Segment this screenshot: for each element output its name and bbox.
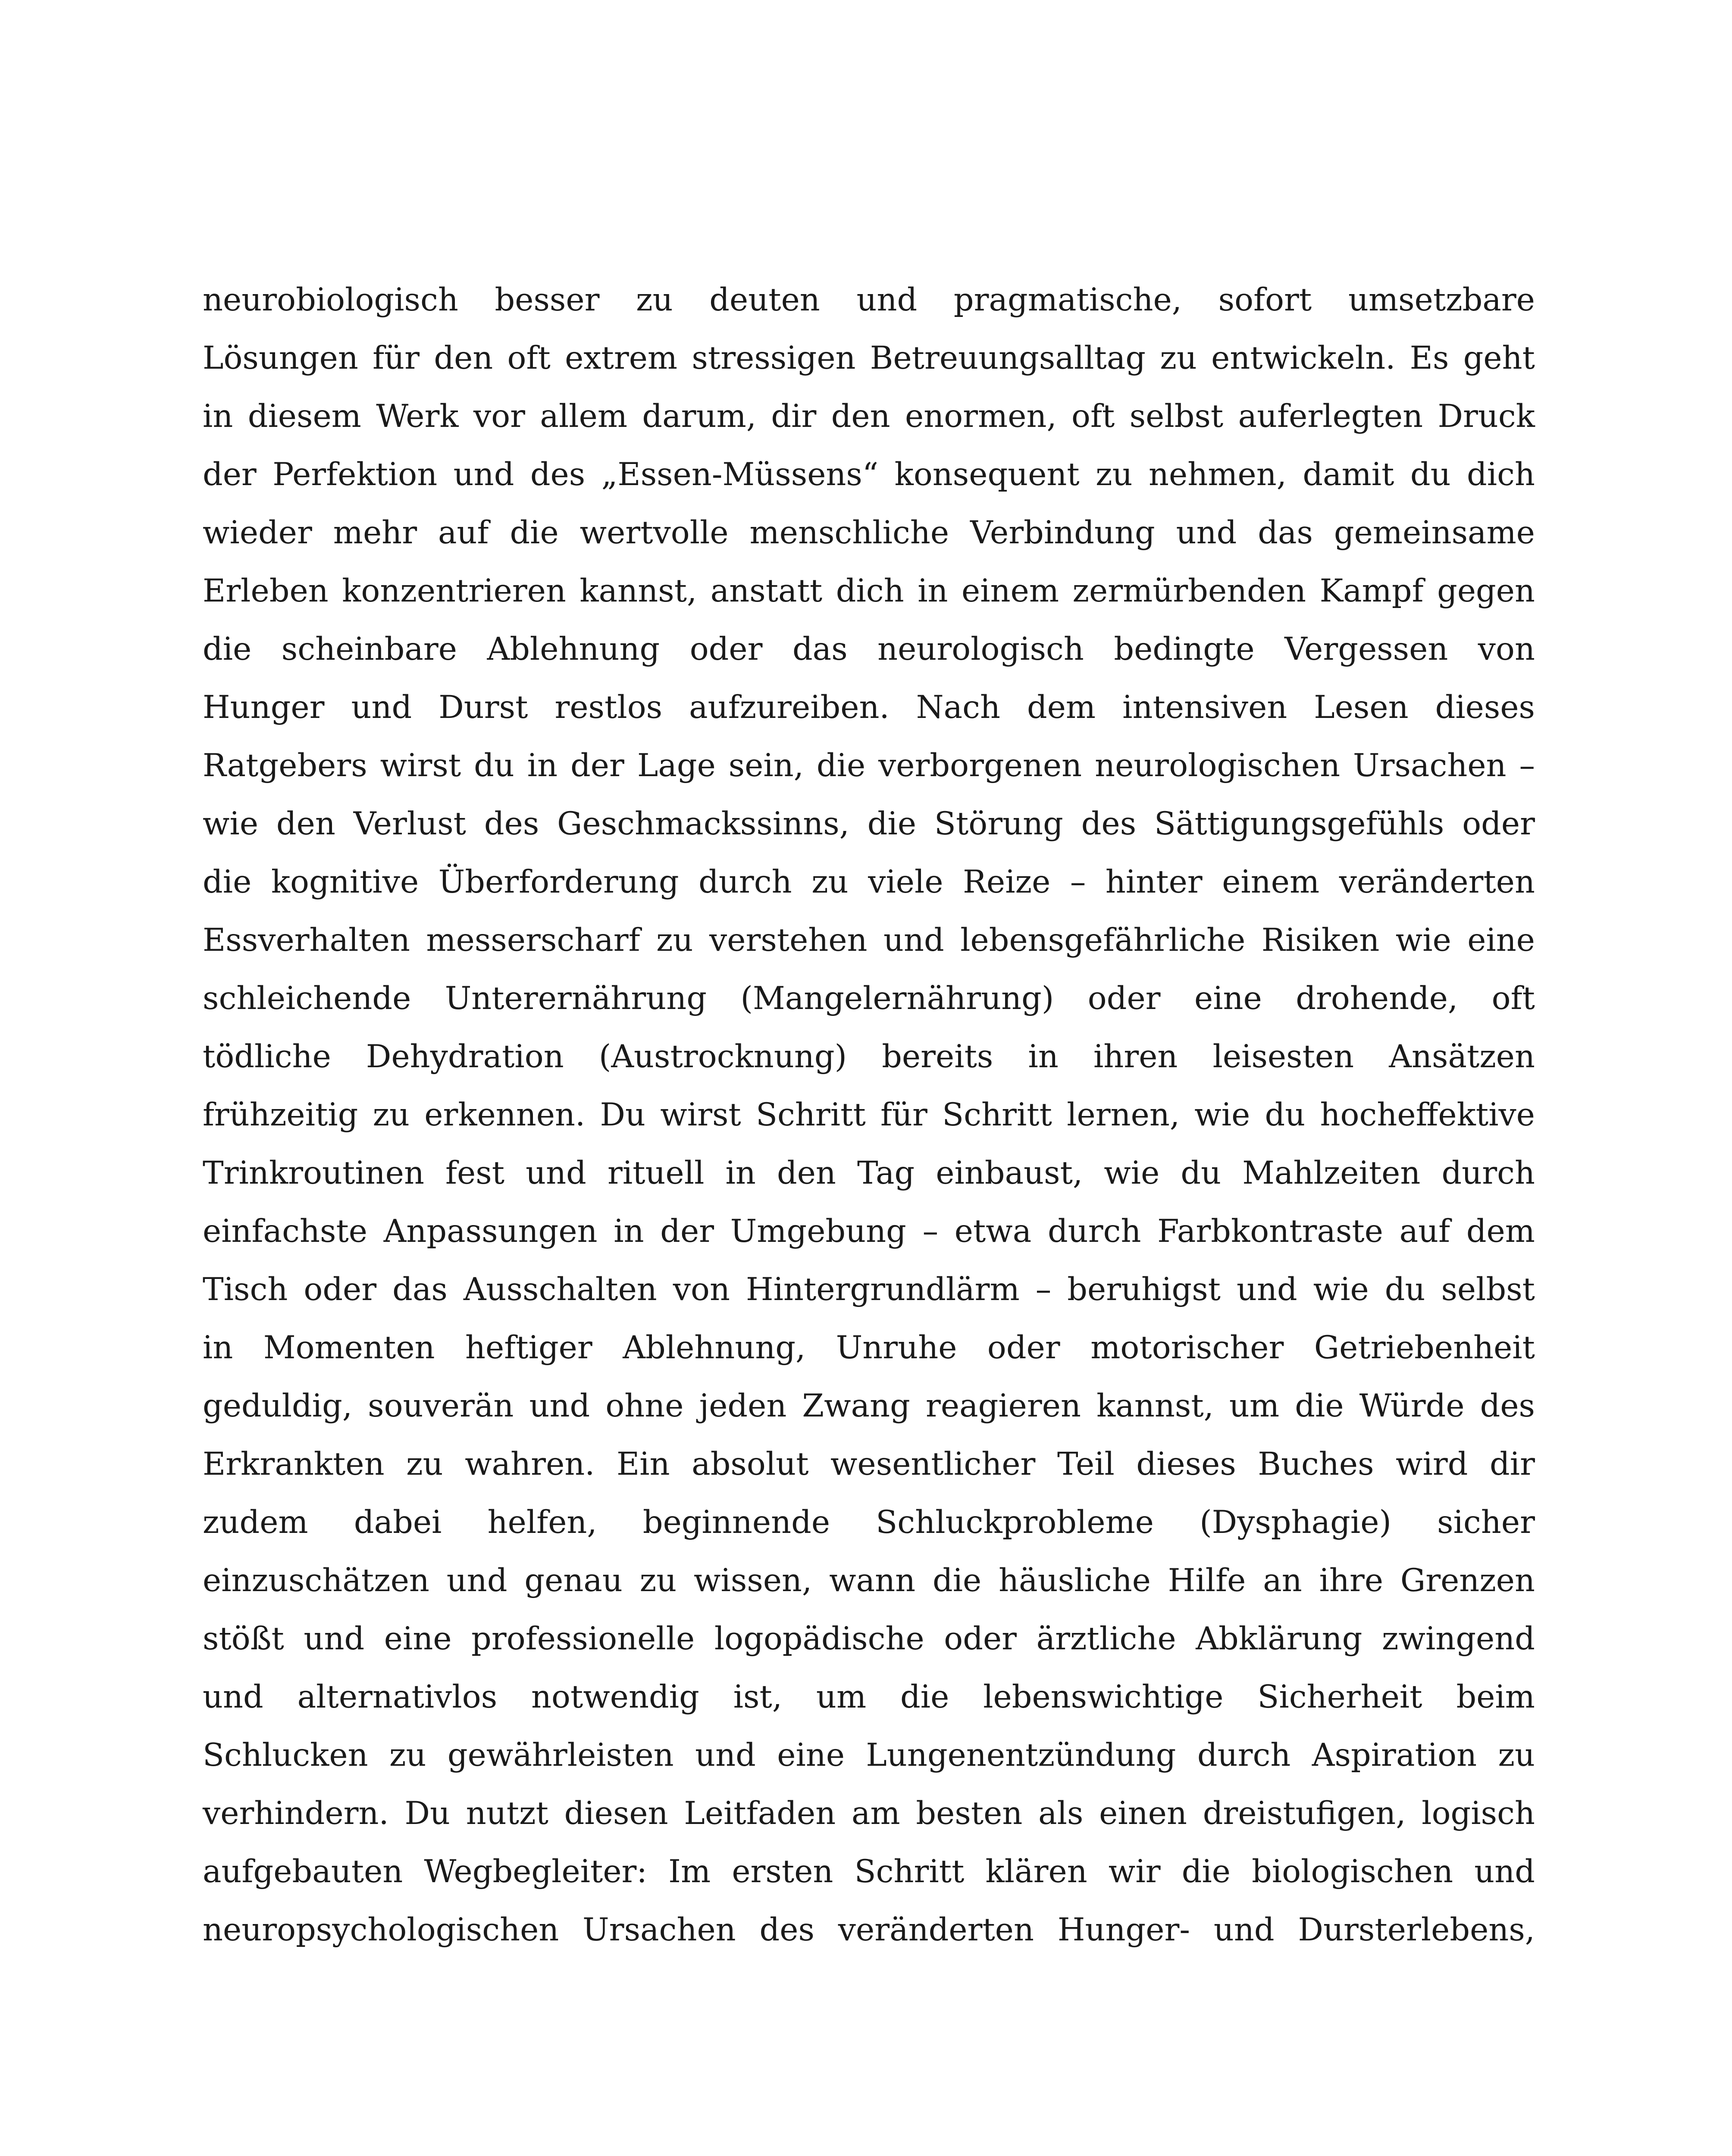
text-line: und alternativlos notwendig ist, um die lebenswichtige Sicherheit beim xyxy=(203,1679,1535,1715)
text-line: die scheinbare Ablehnung oder das neurologisch bedingte Vergessen von xyxy=(203,631,1535,667)
text-line: Erkrankten zu wahren. Ein absolut wesentlicher Teil dieses Buches wird dir xyxy=(203,1446,1535,1482)
text-line: Trinkroutinen fest und rituell in den Tag einbaust, wie du Mahlzeiten durch xyxy=(203,1155,1535,1191)
text-line: einzuschätzen und genau zu wissen, wann die häusliche Hilfe an ihre Grenzen xyxy=(203,1562,1535,1599)
text-line: schleichende Unterernährung (Mangelernährung) oder eine drohende, oft xyxy=(203,980,1535,1017)
text-line: einfachste Anpassungen in der Umgebung – etwa durch Farbkontraste auf dem xyxy=(203,1213,1535,1250)
text-line: Ratgebers wirst du in der Lage sein, die verborgenen neurologischen Ursachen – xyxy=(203,747,1535,784)
text-line: Essverhalten messerscharf zu verstehen und lebensgefährliche Risiken wie eine xyxy=(203,922,1535,959)
text-line: Lösungen für den oft extrem stressigen Betreuungsalltag zu entwickeln. Es geht xyxy=(203,340,1535,376)
text-line: stößt und eine professionelle logopädische oder ärztliche Abklärung zwingend xyxy=(203,1620,1535,1657)
text-line: der Perfektion und des „Essen-Müssens“ konsequent zu nehmen, damit du dich xyxy=(203,456,1535,493)
text-line: in diesem Werk vor allem darum, dir den enormen, oft selbst auferlegten Druck xyxy=(203,398,1535,435)
text-line: zudem dabei helfen, beginnende Schluckprobleme (Dysphagie) sicher xyxy=(203,1504,1535,1541)
text-line: tödliche Dehydration (Austrocknung) bereits in ihren leisesten Ansätzen xyxy=(203,1038,1535,1075)
text-line: wieder mehr auf die wertvolle menschliche Verbindung und das gemeinsame xyxy=(203,514,1535,551)
text-line: Hunger und Durst restlos aufzureiben. Nach dem intensiven Lesen dieses xyxy=(203,689,1535,726)
text-line: Schlucken zu gewährleisten und eine Lungenentzündung durch Aspiration zu xyxy=(203,1737,1535,1774)
body-paragraph xyxy=(203,271,1535,1959)
text-line: geduldig, souverän und ohne jeden Zwang reagieren kannst, um die Würde des xyxy=(203,1388,1535,1424)
text-line: die kognitive Überforderung durch zu viele Reize – hinter einem veränderten xyxy=(203,864,1535,900)
text-line: in Momenten heftiger Ablehnung, Unruhe oder motorischer Getriebenheit xyxy=(203,1329,1535,1366)
text-line: verhindern. Du nutzt diesen Leitfaden am besten als einen dreistufigen, logisch xyxy=(203,1795,1535,1832)
text-line: neuropsychologischen Ursachen des veränderten Hunger- und Dursterlebens, xyxy=(203,1912,1535,1948)
text-line: wie den Verlust des Geschmackssinns, die Störung des Sättigungsgefühls oder xyxy=(203,805,1535,842)
text-line: frühzeitig zu erkennen. Du wirst Schritt für Schritt lernen, wie du hocheffektive xyxy=(203,1097,1535,1133)
text-line: neurobiologisch besser zu deuten und pragmatische, sofort umsetzbare xyxy=(203,282,1535,318)
text-line: aufgebauten Wegbegleiter: Im ersten Schritt klären wir die biologischen und xyxy=(203,1853,1535,1890)
text-line: Erleben konzentrieren kannst, anstatt dich in einem zermürbenden Kampf gegen xyxy=(203,573,1535,609)
text-line: Tisch oder das Ausschalten von Hintergrundlärm – beruhigst und wie du selbst xyxy=(203,1271,1535,1308)
